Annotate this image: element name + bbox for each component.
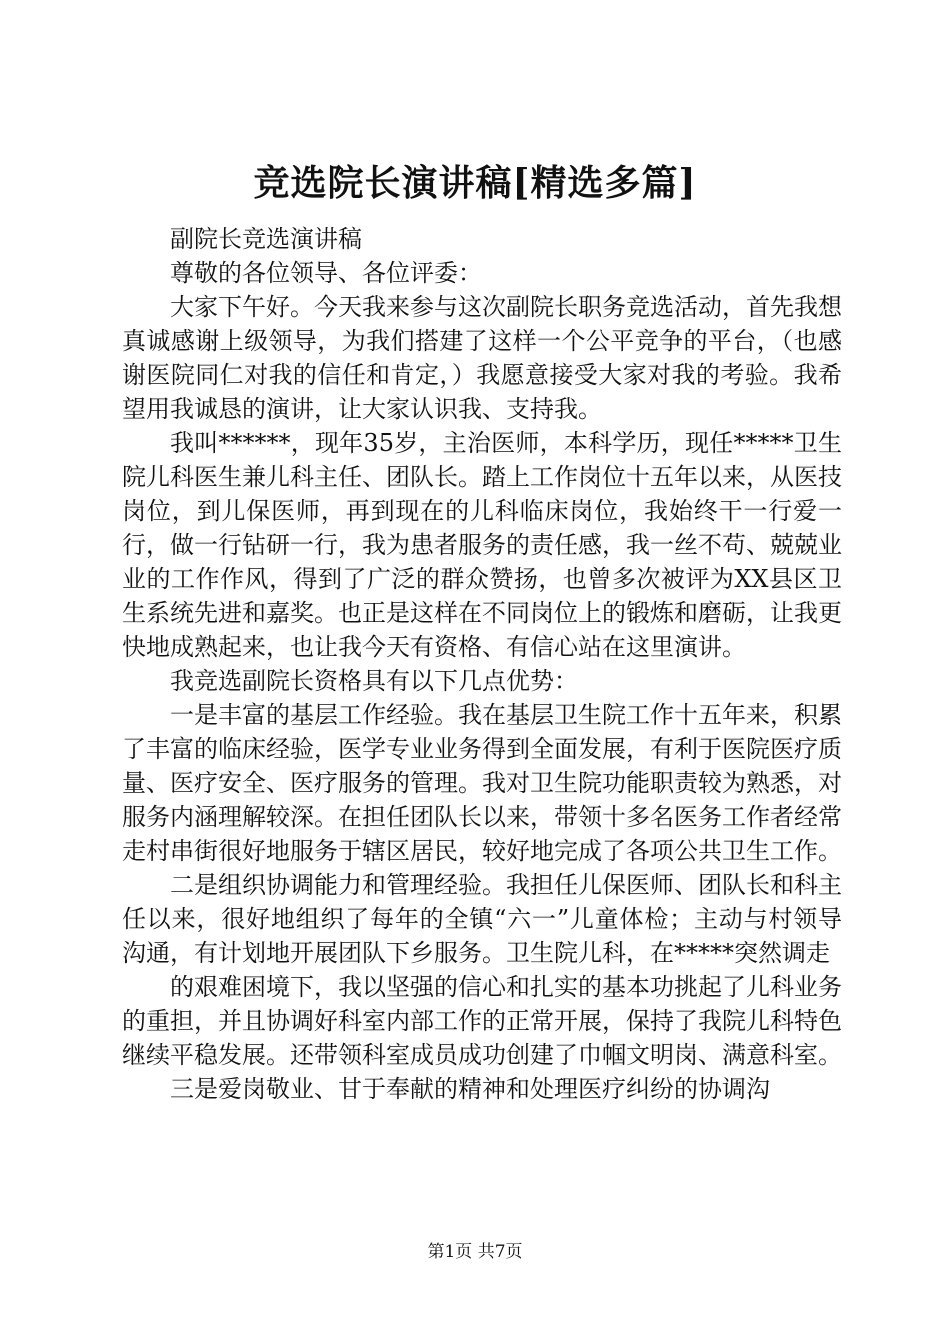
paragraph-advantages-lead: 我竞选副院长资格具有以下几点优势： <box>170 667 578 695</box>
document-body <box>122 222 842 1106</box>
paragraph-heading: 副院长竞选演讲稿 <box>170 225 362 253</box>
paragraph-advantage-one: 一是丰富的基层工作经验。我在基层卫生院工作十五年来，积累了丰富的临床经验，医学专业业务得到全面发展，有利于医院医疗质量、医疗安全、医疗服务的管理。我对卫生院功能职责较为熟悉，对服务内涵理解较深。在担任团队长以来，带领十多名医务工作者经常走村串街很好地服务于辖区居民，较好地完成了各项公共卫生工作。 <box>122 701 842 865</box>
paragraph-salutation: 尊敬的各位领导、各位评委： <box>170 259 482 287</box>
paragraph-advantage-two-continued: 的艰难困境下，我以坚强的信心和扎实的基本功挑起了儿科业务的重担，并且协调好科室内部工作的正常开展，保持了我院儿科特色继续平稳发展。还带领科室成员成功创建了巾帼文明岗、满意科室。 <box>122 973 842 1069</box>
document-title: 竞选院长演讲稿[精选多篇] <box>253 162 697 204</box>
paragraph-greeting: 大家下午好。今天我来参与这次副院长职务竞选活动，首先我想真诚感谢上级领导，为我们搭建了这样一个公平竞争的平台，（也感谢医院同仁对我的信任和肯定，）我愿意接受大家对我的考验。我希望用我诚恳的演讲，让大家认识我、支持我。 <box>122 293 842 423</box>
paragraph-introduction: 我叫******，现年35岁，主治医师，本科学历，现任*****卫生院儿科医生兼儿科主任、团队长。踏上工作岗位十五年以来，从医技岗位，到儿保医师，再到现在的儿科临床岗位，我始终干一行爱一行，做一行钻研一行，我为患者服务的责任感，我一丝不苟、兢兢业业的工作作风，得到了广泛的群众赞扬，也曾多次被评为XX县区卫生系统先进和嘉奖。也正是这样在不同岗位上的锻炼和磨砺，让我更快地成熟起来，也让我今天有资格、有信心站在这里演讲。 <box>122 429 842 661</box>
paragraph-advantage-three: 三是爱岗敬业、甘于奉献的精神和处理医疗纠纷的协调沟 <box>170 1075 770 1103</box>
paragraph-advantage-two: 二是组织协调能力和管理经验。我担任儿保医师、团队长和科主任以来，很好地组织了每年的全镇“六一”儿童体检；主动与村领导沟通，有计划地开展团队下乡服务。卫生院儿科，在*****突然调走 <box>122 871 842 967</box>
page-number-footer: 第1页 共7页 <box>427 1242 523 1262</box>
